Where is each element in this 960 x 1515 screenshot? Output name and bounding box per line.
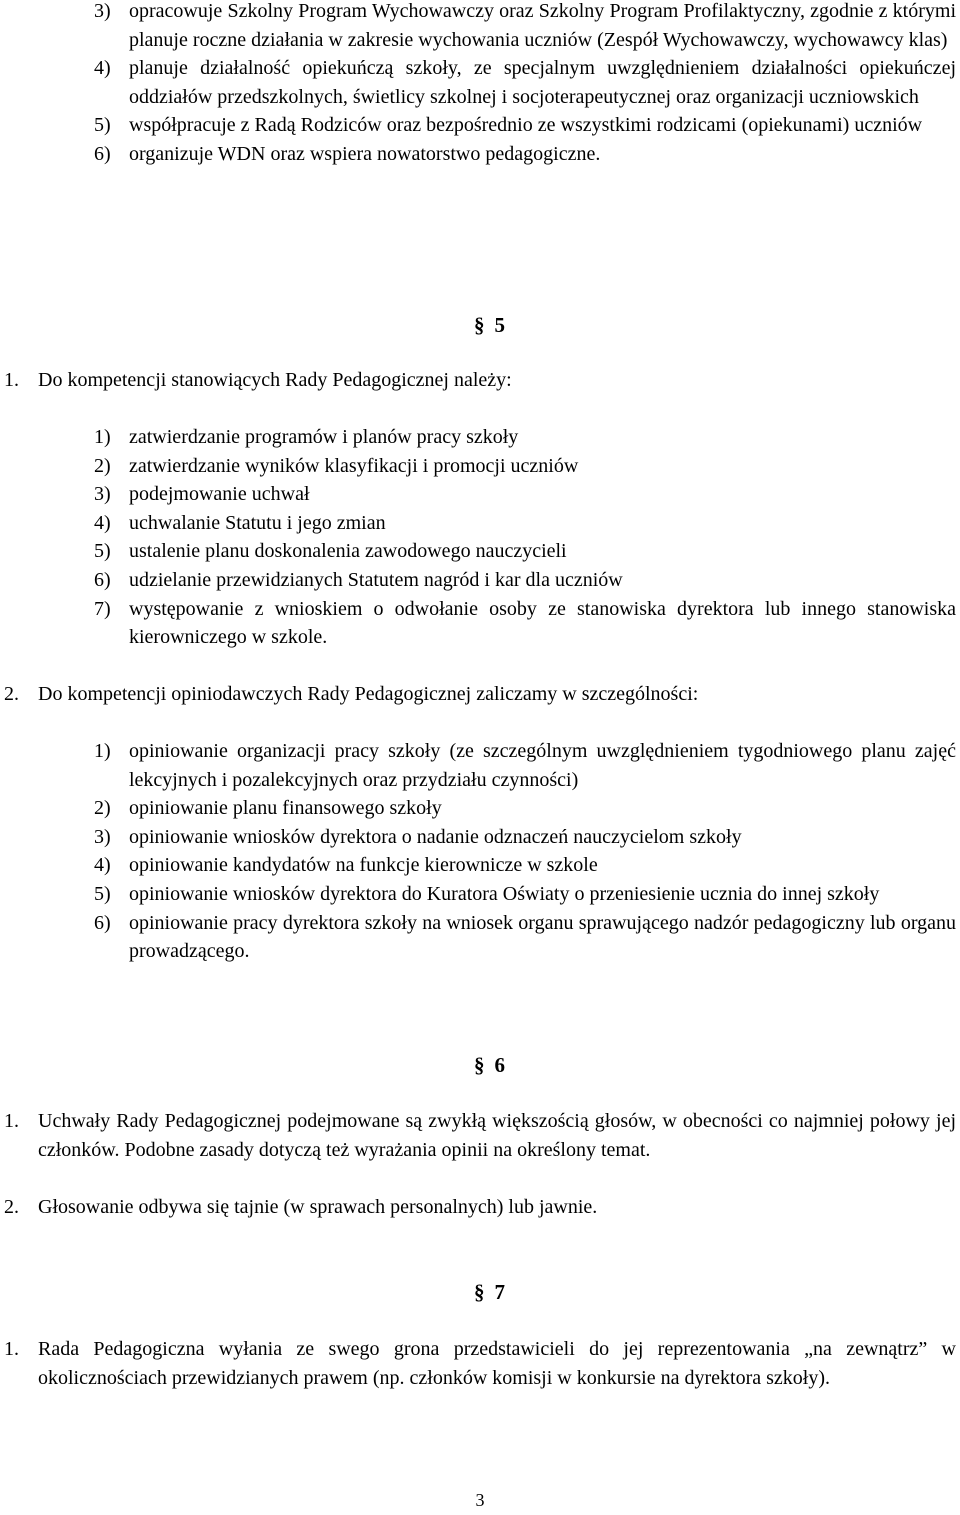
list-item xyxy=(94,566,956,595)
item-number: 3) xyxy=(94,483,111,506)
list-item xyxy=(94,111,956,140)
item-number: 3) xyxy=(94,0,111,22)
list-item xyxy=(94,54,956,111)
paragraph-number: 1. xyxy=(4,369,19,391)
section-heading-6 xyxy=(474,1051,505,1080)
list-item xyxy=(94,537,956,566)
item-text: zatwierdzanie programów i planów pracy szkoły xyxy=(129,426,519,448)
paragraph-text: Rada Pedagogiczna wyłania ze swego grona przedstawicieli do jej reprezentowania „na zewnątrz” w okolicznościach przewidzianych prawem (np. członków komisji w konkursie na dyrektora szkoły). xyxy=(38,1338,956,1389)
list-item xyxy=(94,851,956,880)
item-text: zatwierdzanie wyników klasyfikacji i promocji uczniów xyxy=(129,454,579,477)
paragraph-6-1 xyxy=(4,1107,956,1164)
list-item xyxy=(94,509,956,538)
section-symbol: § xyxy=(474,1280,485,1304)
item-text: opiniowanie organizacji pracy szkoły (ze szczególnym uwzględnieniem tygodniowego planu zajęć lekcyjnych i pozalekcyjnych oraz przydziału czynności) xyxy=(129,740,956,791)
section-number: 6 xyxy=(494,1053,505,1077)
list-item xyxy=(94,823,956,852)
item-number: 3) xyxy=(94,825,111,848)
section-number: 5 xyxy=(494,313,505,337)
item-text: opiniowanie planu finansowego szkoły xyxy=(129,797,442,820)
paragraph-number: 1. xyxy=(4,1338,19,1360)
item-number: 5) xyxy=(94,114,111,137)
section-symbol: § xyxy=(474,1053,485,1077)
item-text: opiniowanie kandydatów na funkcje kierownicze w szkole xyxy=(129,854,598,877)
item-number: 4) xyxy=(94,57,111,80)
item-number: 5) xyxy=(94,882,111,905)
paragraph-number: 1. xyxy=(4,1110,19,1132)
item-number: 4) xyxy=(94,854,111,877)
item-number: 6) xyxy=(94,142,111,165)
paragraph-number: 2. xyxy=(4,1196,19,1218)
list-item xyxy=(94,595,956,652)
section-number: 7 xyxy=(494,1280,505,1304)
paragraph-text: Do kompetencji opiniodawczych Rady Pedagogicznej zaliczamy w szczególności: xyxy=(38,683,699,705)
item-number: 6) xyxy=(94,568,111,591)
item-number: 7) xyxy=(94,597,111,620)
list-item xyxy=(94,0,956,54)
item-text: występowanie z wnioskiem o odwołanie osoby ze stanowiska dyrektora lub innego stanowiska kierowniczego w szkole. xyxy=(129,597,956,649)
item-number: 6) xyxy=(94,911,111,934)
item-text: współpracuje z Radą Rodziców oraz bezpośrednio ze wszystkimi rodzicami (opiekunami) uczniów xyxy=(129,114,923,137)
item-text: organizuje WDN oraz wspiera nowatorstwo pedagogiczne. xyxy=(129,142,601,165)
item-number: 4) xyxy=(94,511,111,534)
item-text: planuje działalność opiekuńczą szkoły, ze specjalnym uwzględnieniem działalności opiekuńczej oddziałów przedszkolnych, świetlicy szkolnej i socjoterapeutycznej oraz organizacji uczniowskich xyxy=(129,57,956,108)
item-text: opiniowanie pracy dyrektora szkoły na wniosek organu sprawującego nadzór pedagogiczny lub organu prowadzącego. xyxy=(129,911,956,963)
list-item xyxy=(94,737,956,794)
list-item xyxy=(94,880,956,909)
list-item xyxy=(94,452,956,481)
item-text: opiniowanie wniosków dyrektora do Kuratora Oświaty o przeniesienie ucznia do innej szkoły xyxy=(129,882,880,905)
paragraph-text: Uchwały Rady Pedagogicznej podejmowane są zwykłą większością głosów, w obecności co najmniej połowy jej członków. Podobne zasady dotyczą też wyrażania opinii na określony temat. xyxy=(38,1110,956,1161)
item-text: podejmowanie uchwał xyxy=(129,483,310,506)
section5-list2 xyxy=(94,737,956,966)
list-item xyxy=(94,794,956,823)
item-text: opracowuje Szkolny Program Wychowawczy oraz Szkolny Program Profilaktyczny, zgodnie z którymi planuje roczne działania w zakresie wychowania uczniów (Zespół Wychowawczy, wychowawcy klas) xyxy=(129,0,956,51)
item-number: 1) xyxy=(94,740,111,762)
paragraph-5-2 xyxy=(4,680,956,709)
item-number: 1) xyxy=(94,426,111,448)
section5-list1 xyxy=(94,423,956,652)
paragraph-7-1 xyxy=(4,1335,956,1392)
list-item xyxy=(94,909,956,966)
section-symbol: § xyxy=(474,313,485,337)
list-item xyxy=(94,423,956,452)
section-heading-7 xyxy=(474,1278,505,1307)
item-text: opiniowanie wniosków dyrektora o nadanie odznaczeń nauczycielom szkoły xyxy=(129,825,742,848)
paragraph-text: Głosowanie odbywa się tajnie (w sprawach personalnych) lub jawnie. xyxy=(38,1196,598,1218)
list-item xyxy=(94,140,956,169)
paragraph-5-1 xyxy=(4,366,956,395)
paragraph-6-2 xyxy=(4,1193,956,1222)
page-number: 3 xyxy=(475,1490,485,1510)
item-text: ustalenie planu doskonalenia zawodowego nauczycieli xyxy=(129,540,567,563)
list-item xyxy=(94,480,956,509)
paragraph-number: 2. xyxy=(4,683,19,705)
section-heading-5 xyxy=(474,311,505,340)
item-number: 2) xyxy=(94,797,111,820)
item-text: uchwalanie Statutu i jego zmian xyxy=(129,511,386,534)
top-list xyxy=(94,0,956,169)
paragraph-text: Do kompetencji stanowiących Rady Pedagogicznej należy: xyxy=(38,369,512,391)
item-number: 2) xyxy=(94,454,111,477)
item-number: 5) xyxy=(94,540,111,563)
item-text: udzielanie przewidzianych Statutem nagród i kar dla uczniów xyxy=(129,568,623,591)
